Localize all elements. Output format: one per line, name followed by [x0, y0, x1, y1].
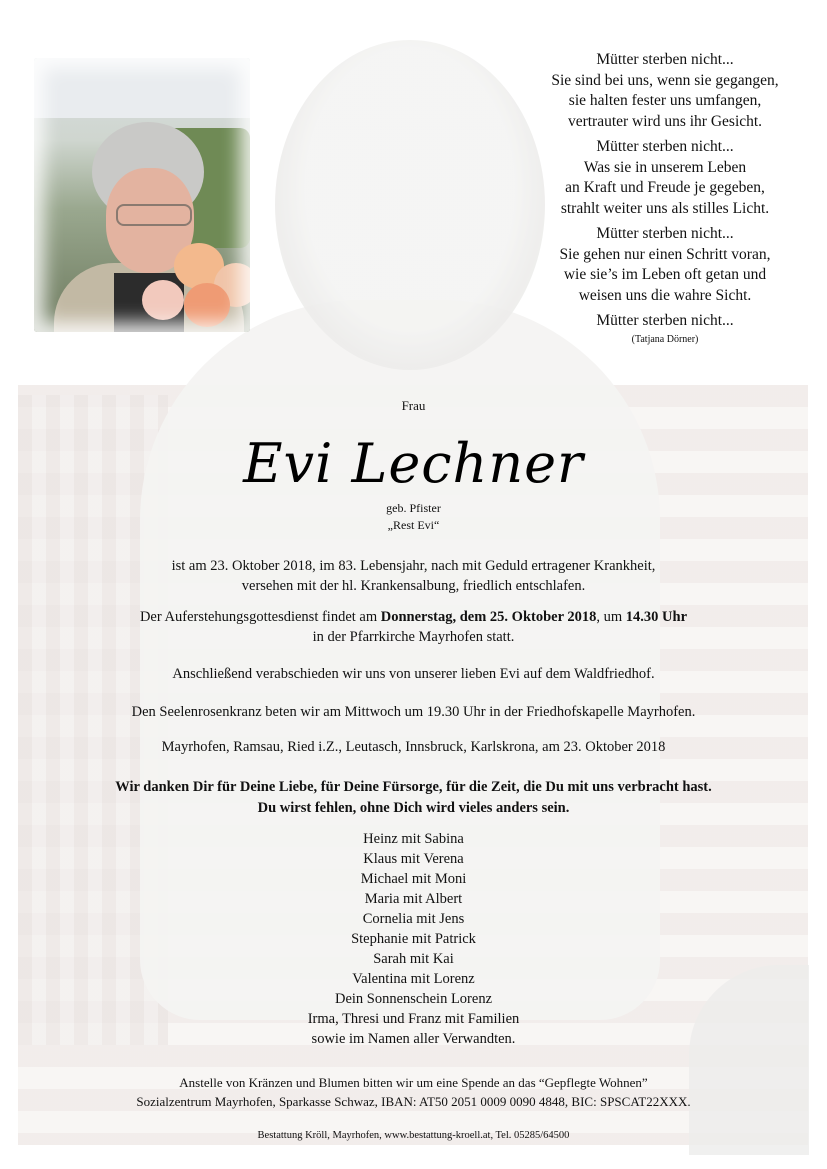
- birth-details: [0, 500, 827, 534]
- donation-request: [0, 1073, 827, 1111]
- service-pre: Der Auferstehungsgottesdienst findet am: [139, 609, 381, 625]
- poem-line: Mütter sterben nicht...: [596, 138, 734, 155]
- poem-line: strahlt weiter uns als stilles Licht.: [560, 199, 770, 217]
- place-date: Mayrhofen, Ramsau, Ried i.Z., Leutasch, Innsbruck, Karlskrona, am 23. Oktober 2018: [161, 739, 666, 755]
- nickname: „Rest Evi“: [387, 518, 440, 532]
- mourner-item: sowie im Namen aller Verwandten.: [311, 1031, 516, 1047]
- service-mid: , um: [596, 609, 626, 625]
- poem-stanza: [510, 50, 820, 132]
- mourner-item: Irma, Thresi und Franz mit Familien: [307, 1011, 520, 1027]
- mourner-item: Heinz mit Sabina: [363, 831, 464, 847]
- poem-line: vertrauter wird uns ihr Gesicht.: [567, 112, 763, 130]
- photo-vignette: [34, 58, 250, 332]
- poem-line: Sie gehen nur einen Schritt voran,: [559, 245, 771, 263]
- poem-line: Mütter sterben nicht...: [596, 51, 734, 68]
- poem-line: wie sie’s im Leben oft getan und: [563, 266, 767, 283]
- mourner-item: Stephanie mit Patrick: [351, 931, 476, 947]
- poem-line: Was sie in unserem Leben: [583, 158, 747, 176]
- mourner-item: Maria mit Albert: [364, 891, 463, 907]
- poem: [510, 50, 820, 347]
- maiden-name: geb. Pfister: [386, 501, 441, 515]
- donation-line: Anstelle von Kränzen und Blumen bitten wir um eine Spende an das “Gepflegte Wohnen”: [179, 1075, 648, 1090]
- poem-line: Mütter sterben nicht...: [596, 312, 734, 329]
- death-announcement: [0, 556, 827, 596]
- poem-author: (Tatjana Dörner): [631, 333, 699, 345]
- funeral-home-footer: Bestattung Kröll, Mayrhofen, www.bestattung-kroell.at, Tel. 05285/64500: [257, 1130, 570, 1141]
- name-prefix: Frau: [401, 398, 426, 413]
- poem-line: sie halten fester uns umfangen,: [568, 92, 762, 109]
- poem-line: an Kraft und Freude je gegeben,: [565, 179, 765, 196]
- service-date: Donnerstag, dem 25. Oktober 2018: [380, 609, 597, 625]
- thanks-line: Wir danken Dir für Deine Liebe, für Deine Fürsorge, für die Zeit, die Du mit uns verbracht hast.: [115, 779, 712, 795]
- service-location: in der Pfarrkirche Mayrhofen statt.: [312, 629, 515, 645]
- poem-line: weisen uns die wahre Sicht.: [578, 286, 752, 304]
- mourner-item: Dein Sonnenschein Lorenz: [334, 991, 493, 1007]
- portrait-photo: [34, 58, 250, 332]
- deceased-name: Evi Lechner: [243, 432, 584, 495]
- poem-stanza: [510, 137, 820, 219]
- service-line: [0, 607, 827, 627]
- poem-stanza: [510, 224, 820, 306]
- rosary-info: Den Seelenrosenkranz beten wir am Mittwoch um 19.30 Uhr in der Friedhofskapelle Mayrhofen.: [131, 704, 696, 720]
- mourner-item: Klaus mit Verena: [363, 851, 464, 867]
- mourner-item: Michael mit Moni: [360, 871, 467, 887]
- thanks-line: Du wirst fehlen, ohne Dich wird vieles anders sein.: [257, 800, 570, 816]
- thanks-message: [0, 777, 827, 819]
- service-time: 14.30 Uhr: [625, 609, 688, 625]
- mourner-item: Sarah mit Kai: [373, 951, 454, 967]
- burial-info: Anschließend verabschieden wir uns von unserer lieben Evi auf dem Waldfriedhof.: [172, 666, 655, 682]
- poem-stanza: [510, 311, 820, 332]
- service-info: [0, 607, 827, 647]
- mourner-item: Valentina mit Lorenz: [352, 971, 475, 987]
- mourner-item: Cornelia mit Jens: [362, 911, 465, 927]
- mourners-list: [0, 829, 827, 1049]
- poem-line: Sie sind bei uns, wenn sie gegangen,: [551, 71, 779, 89]
- poem-line: Mütter sterben nicht...: [596, 225, 734, 242]
- donation-line: Sozialzentrum Mayrhofen, Sparkasse Schwaz, IBAN: AT50 2051 0009 0090 4848, BIC: SPSCAT22XXX.: [136, 1094, 691, 1109]
- announcement-line: ist am 23. Oktober 2018, im 83. Lebensjahr, nach mit Geduld ertragener Krankheit,: [171, 558, 656, 574]
- announcement-line: versehen mit der hl. Krankensalbung, friedlich entschlafen.: [241, 578, 586, 594]
